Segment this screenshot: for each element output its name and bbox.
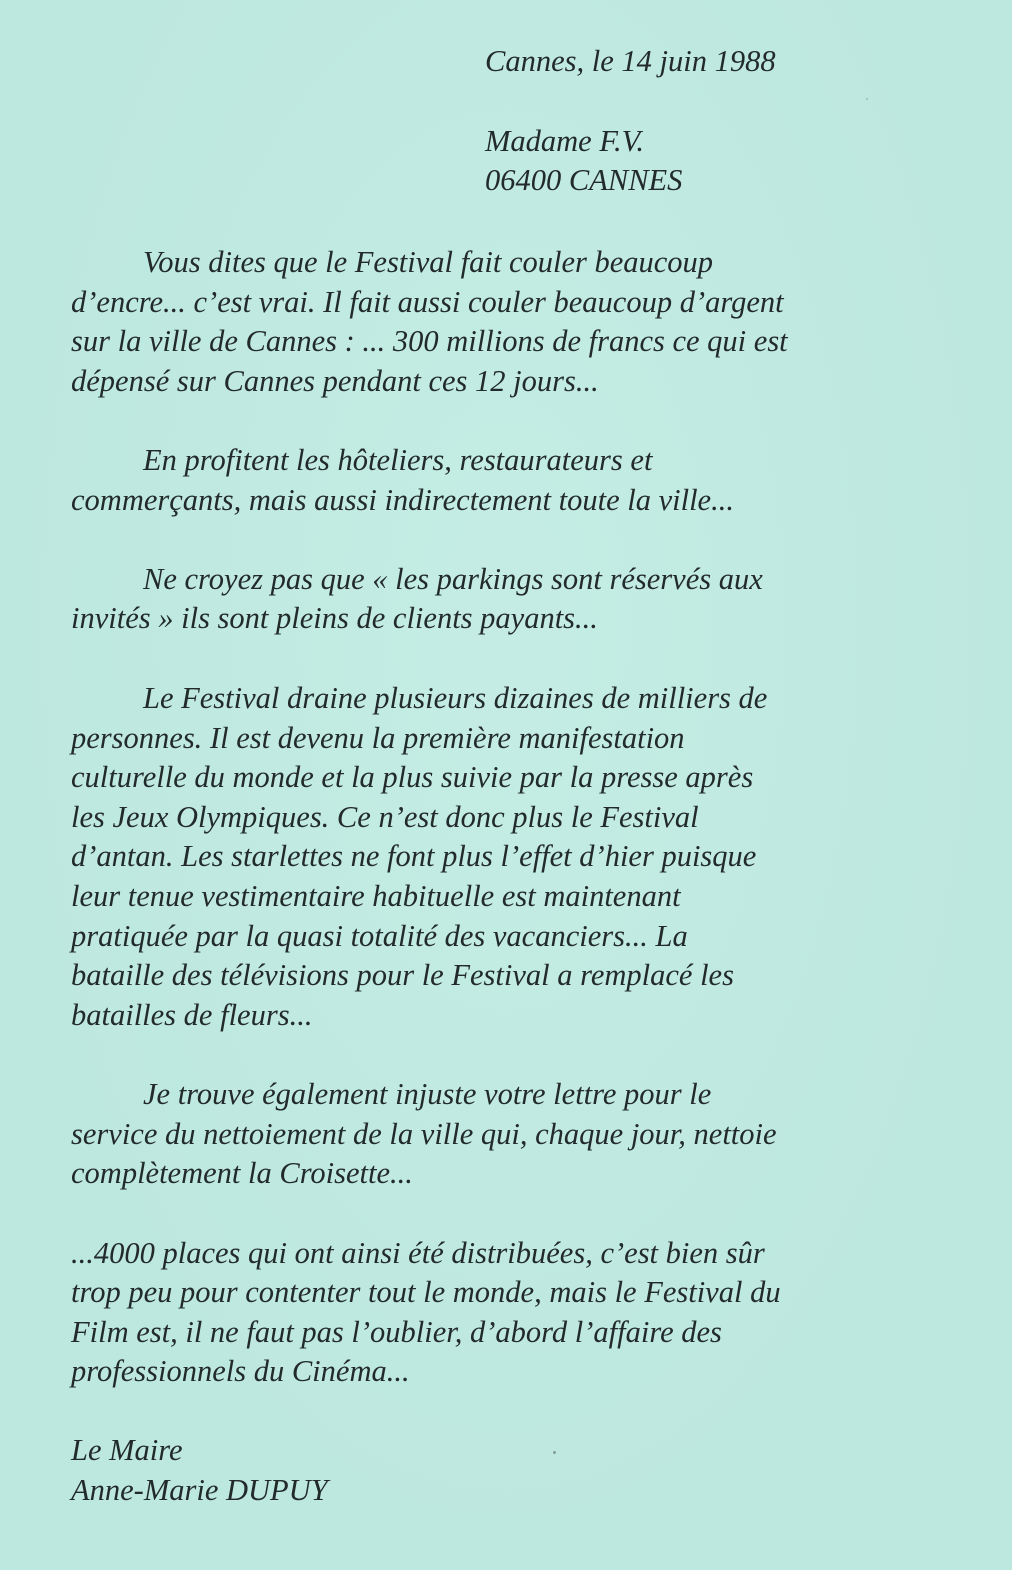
recipient-name: Madame F.V. <box>485 124 644 158</box>
paragraph-line: d’antan. Les starlettes ne font plus l’effet d’hier puisque <box>71 839 757 873</box>
paragraph-line: commerçants, mais aussi indirectement toute la ville... <box>71 483 734 517</box>
paragraph-line: Film est, il ne faut pas l’oublier, d’abord l’affaire des <box>71 1315 722 1349</box>
paragraph-line: trop peu pour contenter tout le monde, mais le Festival du <box>71 1275 781 1309</box>
paragraph-line: En profitent les hôteliers, restaurateurs et <box>143 443 653 477</box>
paragraph-line: bataille des télévisions pour le Festival a remplacé les <box>71 958 734 992</box>
paragraph-line: les Jeux Olympiques. Ce n’est donc plus le Festival <box>71 800 699 834</box>
paragraph-line: complètement la Croisette... <box>71 1156 413 1190</box>
paragraph-line: ...4000 places qui ont ainsi été distribuées, c’est bien sûr <box>71 1236 765 1270</box>
paragraph-line: Vous dites que le Festival fait couler beaucoup <box>143 245 714 279</box>
signature-name: Anne-Marie DUPUY <box>71 1473 328 1507</box>
paragraph-line: professionnels du Cinéma... <box>71 1354 410 1388</box>
paragraph-line: Je trouve également injuste votre lettre pour le <box>143 1077 712 1111</box>
paragraph-line: service du nettoiement de la ville qui, chaque jour, nettoie <box>71 1117 777 1151</box>
recipient-city: 06400 CANNES <box>485 163 683 197</box>
paragraph-line: invités » ils sont pleins de clients payants... <box>71 601 598 635</box>
paragraph-line: batailles de fleurs... <box>71 998 313 1032</box>
paragraph-line: pratiquée par la quasi totalité des vacanciers... La <box>71 919 688 953</box>
letter-date: Cannes, le 14 juin 1988 <box>485 44 776 78</box>
paragraph-line: dépensé sur Cannes pendant ces 12 jours... <box>71 364 599 398</box>
paragraph-line: Ne croyez pas que « les parkings sont réservés aux <box>143 562 763 596</box>
paragraph-line: culturelle du monde et la plus suivie par la presse après <box>71 760 754 794</box>
paragraph-line: personnes. Il est devenu la première manifestation <box>71 721 685 755</box>
paragraph-line: sur la ville de Cannes : ... 300 millions de francs ce qui est <box>71 324 788 358</box>
paragraph-line: leur tenue vestimentaire habituelle est maintenant <box>71 879 681 913</box>
paper-speck <box>866 98 868 100</box>
paragraph-line: d’encre... c’est vrai. Il fait aussi couler beaucoup d’argent <box>71 285 784 319</box>
paragraph-line: Le Festival draine plusieurs dizaines de milliers de <box>143 681 768 715</box>
signature-title: Le Maire <box>71 1433 183 1467</box>
paper-speck <box>553 1451 556 1454</box>
